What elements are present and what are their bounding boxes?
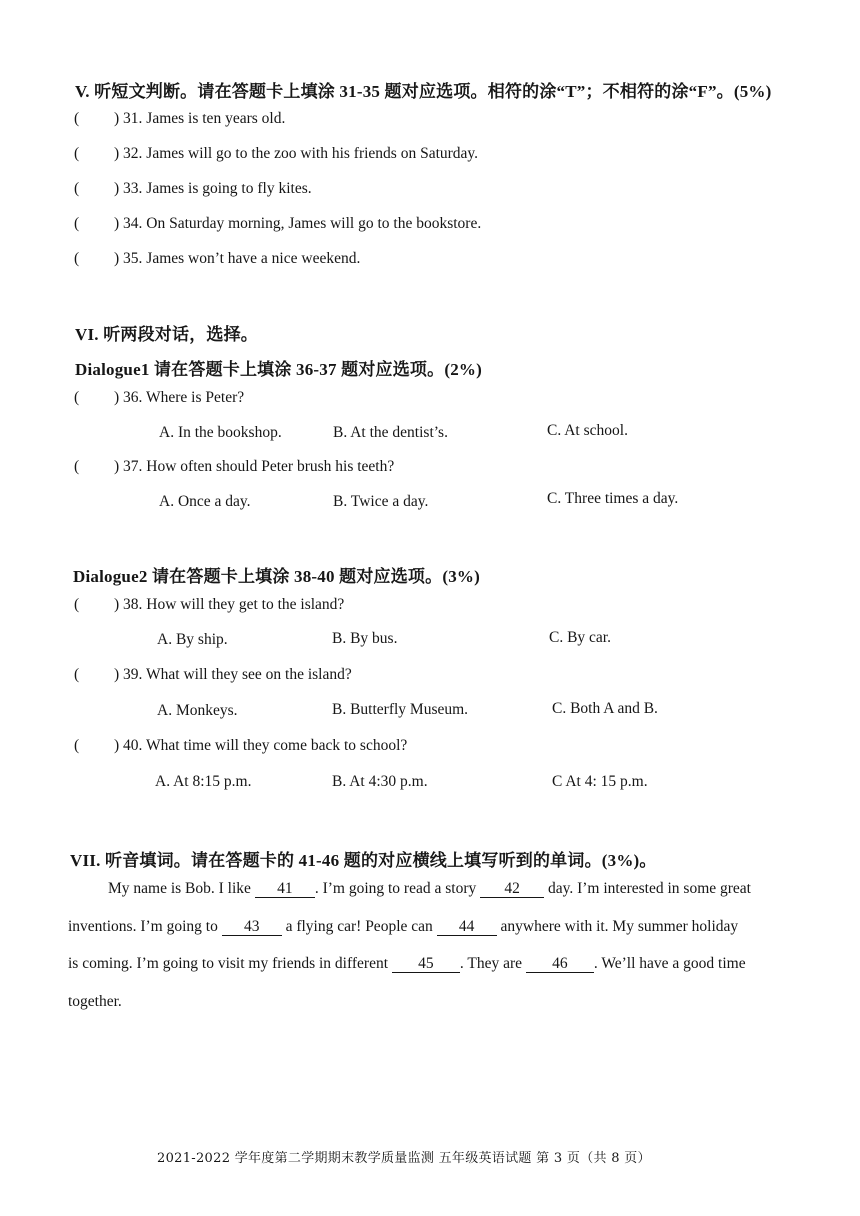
blank-43: 43: [222, 919, 282, 936]
text-segment: . I’m going to read a story: [314, 880, 481, 897]
option-39-b: B. Butterfly Museum.: [332, 701, 469, 718]
question-text: ) 38. How will they get to the island?: [114, 596, 345, 613]
blank-41: 41: [255, 881, 315, 898]
question-text: ) 35. James won’t have a nice weekend.: [114, 250, 361, 267]
blank-46: 46: [526, 956, 594, 973]
question-37: [74, 458, 394, 476]
answer-paren: (: [74, 596, 80, 613]
option-36-a: A. In the bookshop.: [159, 424, 282, 441]
option-36-c: C. At school.: [547, 422, 628, 439]
text-segment: is coming. I’m going to visit my friends in different: [68, 955, 392, 972]
question-40: [74, 737, 407, 755]
question-text: ) 34. On Saturday morning, James will go to the bookstore.: [114, 215, 482, 232]
text-segment: a flying car! People can: [281, 918, 437, 935]
section-6-title: VI. 听两段对话，选择。: [75, 325, 258, 344]
text-segment: . They are: [459, 955, 526, 972]
paragraph-line-4: together.: [68, 993, 122, 1010]
question-34: [74, 215, 481, 233]
option-36-b: B. At the dentist’s.: [333, 424, 448, 441]
paragraph-line-1: [108, 880, 751, 898]
question-38: [74, 596, 344, 614]
option-40-a: A. At 8:15 p.m.: [155, 773, 252, 790]
question-text: ) 36. Where is Peter?: [114, 389, 245, 406]
option-38-c: C. By car.: [549, 629, 611, 646]
dialogue-2-title: Dialogue2 请在答题卡上填涂 38-40 题对应选项。(3%): [73, 567, 480, 586]
answer-paren: (: [74, 180, 80, 197]
option-40-b: B. At 4:30 p.m.: [332, 773, 428, 790]
answer-paren: (: [74, 250, 80, 267]
blank-45: 45: [392, 956, 460, 973]
answer-paren: (: [74, 737, 80, 754]
option-39-c: C. Both A and B.: [552, 700, 658, 717]
question-text: ) 39. What will they see on the island?: [114, 666, 352, 683]
question-text: ) 31. James is ten years old.: [114, 110, 286, 127]
question-36: [74, 389, 244, 407]
option-39-a: A. Monkeys.: [157, 702, 238, 719]
option-38-b: B. By bus.: [332, 630, 398, 647]
option-37-b: B. Twice a day.: [333, 493, 429, 510]
option-38-a: A. By ship.: [157, 631, 228, 648]
page-footer: 2021-2022 学年度第二学期期末教学质量监测 五年级英语试题 第 3 页（共 8 页）: [157, 1151, 651, 1166]
question-35: [74, 250, 360, 268]
question-text: ) 40. What time will they come back to school?: [114, 737, 408, 754]
section-5-title: V. 听短文判断。请在答题卡上填涂 31-35 题对应选项。相符的涂“T”；不相符的涂“F”。(5%): [75, 82, 772, 101]
question-31: [74, 110, 285, 128]
answer-paren: (: [74, 145, 80, 162]
answer-paren: (: [74, 110, 80, 127]
option-40-c: C At 4: 15 p.m.: [552, 773, 648, 790]
question-text: ) 33. James is going to fly kites.: [114, 180, 312, 197]
text-segment: day. I’m interested in some great: [544, 880, 751, 897]
answer-paren: (: [74, 666, 80, 683]
option-37-a: A. Once a day.: [159, 493, 251, 510]
dialogue-1-title: Dialogue1 请在答题卡上填涂 36-37 题对应选项。(2%): [75, 360, 482, 379]
answer-paren: (: [74, 215, 80, 232]
text-segment: inventions. I’m going to: [68, 918, 222, 935]
question-39: [74, 666, 352, 684]
option-37-c: C. Three times a day.: [547, 490, 679, 507]
blank-44: 44: [437, 919, 497, 936]
text-segment: anywhere with it. My summer holiday: [496, 918, 739, 935]
text-segment: My name is Bob. I like: [108, 880, 255, 897]
question-text: ) 37. How often should Peter brush his teeth?: [114, 458, 395, 475]
paragraph-line-3: [68, 955, 746, 973]
paragraph-line-2: [68, 918, 738, 936]
answer-paren: (: [74, 458, 80, 475]
question-text: ) 32. James will go to the zoo with his friends on Saturday.: [114, 145, 479, 162]
question-33: [74, 180, 312, 198]
question-32: [74, 145, 478, 163]
text-segment: . We’ll have a good time: [593, 955, 746, 972]
blank-42: 42: [480, 881, 544, 898]
section-7-title: VII. 听音填词。请在答题卡的 41-46 题的对应横线上填写听到的单词。(3%)。: [70, 851, 657, 870]
answer-paren: (: [74, 389, 80, 406]
